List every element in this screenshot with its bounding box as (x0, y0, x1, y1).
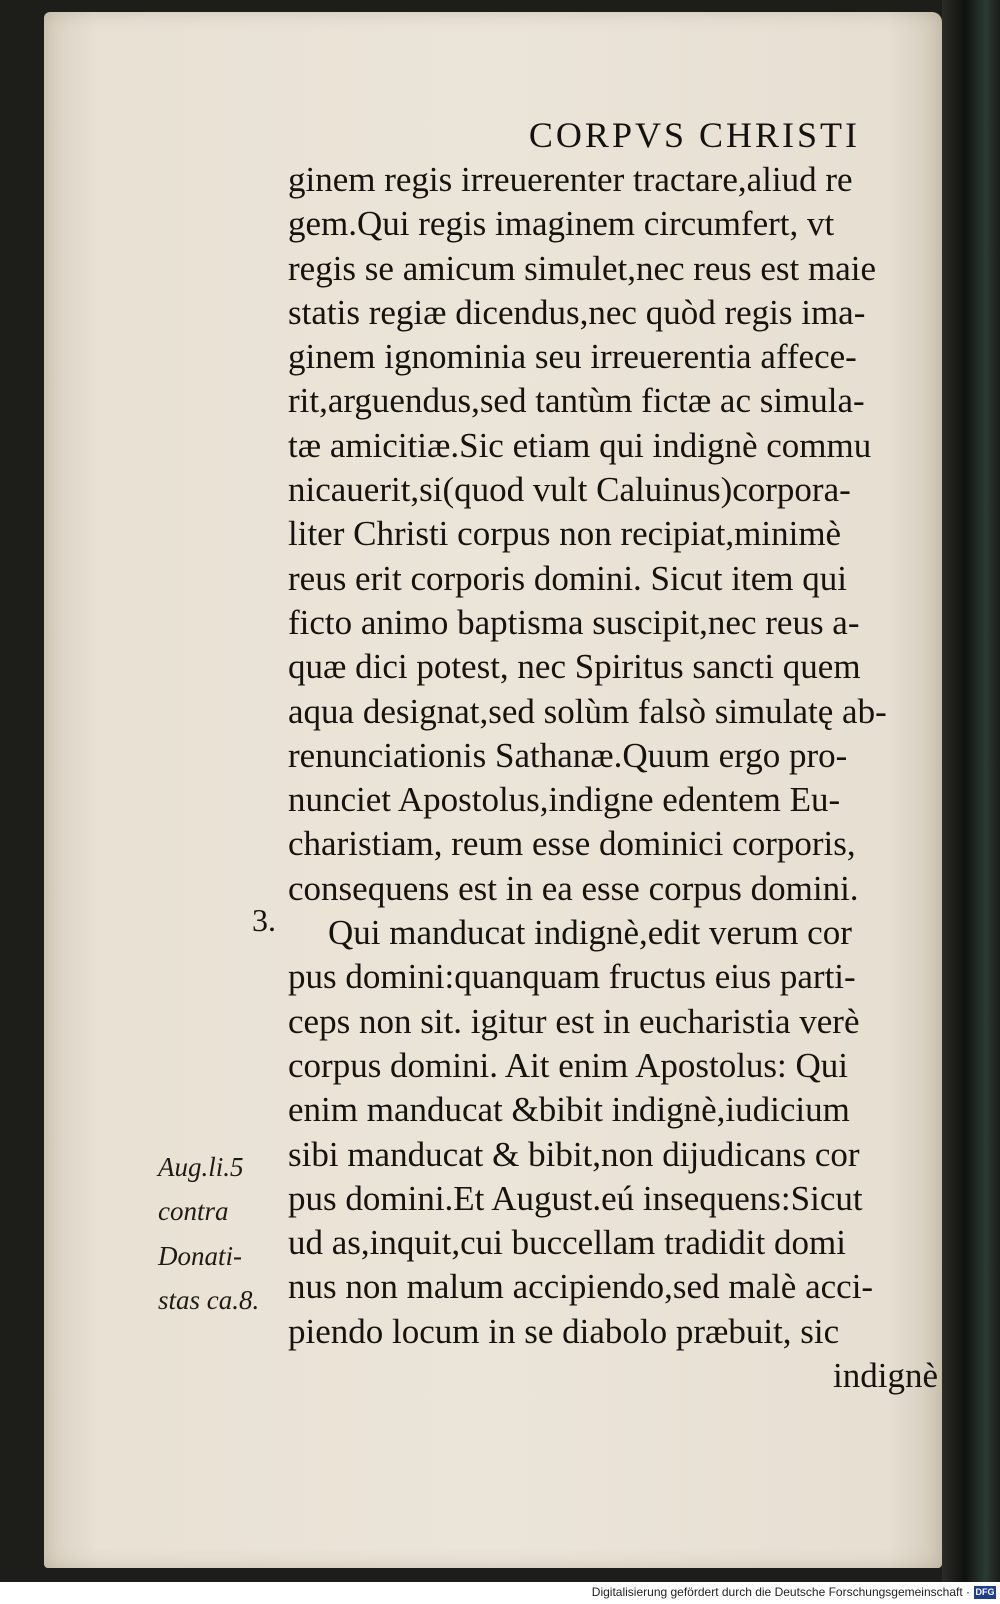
text-line: ficto animo baptisma suscipit,nec reus a- (288, 602, 860, 642)
text-line: ceps non sit. igitur est in eucharistia verè (288, 1001, 860, 1041)
footer-credit: Digitalisierung gefördert durch die Deutsche Forschungsgemeinschaft · (591, 1585, 970, 1599)
paragraph-number: 3. (252, 902, 276, 938)
text-line: ud as,inquit,cui buccellam tradidit domi (288, 1223, 846, 1263)
text-line: tæ amicitiæ.Sic etiam qui indignè commu (288, 425, 872, 465)
running-header: CORPVS CHRISTI (528, 115, 860, 155)
text-line: pus domini.Et August.eú insequens:Sicut (288, 1178, 863, 1218)
text-line: sibi manducat & bibit,non dijudicans cor (288, 1134, 860, 1174)
text-line: rit,arguendus,sed tantùm fictæ ac simula- (288, 381, 865, 421)
margin-citation-line: contra (158, 1196, 229, 1227)
text-line: regis se amicum simulet,nec reus est maie (288, 248, 877, 288)
margin-citation-line: Aug.li.5 (158, 1152, 244, 1182)
digitization-footer (0, 1582, 1000, 1604)
margin-citation (158, 1145, 286, 1322)
text-line: gem.Qui regis imaginem circumfert, vt (288, 204, 835, 244)
text-line: pus domini:quanquam fructus eius parti- (288, 957, 856, 997)
text-line: ginem regis irreuerenter tractare,aliud re (288, 160, 853, 199)
margin-citation-line: Donati- (158, 1240, 242, 1271)
text-line: nus non malum accipiendo,sed malè acci- (288, 1267, 874, 1307)
text-line: Qui manducat indignè,edit verum cor (328, 913, 852, 953)
catchword: indignè (833, 1356, 938, 1396)
margin-citation-line: stas ca.8. (158, 1284, 260, 1315)
text-line: corpus domini. Ait enim Apostolus: Qui (288, 1045, 849, 1085)
text-line: consequens est in ea esse corpus domini. (288, 868, 859, 908)
text-line: liter Christi corpus non recipiat,minimè (288, 514, 842, 554)
text-line: charistiam, reum esse dominici corporis, (288, 824, 856, 864)
text-line: aqua designat,sed solùm falsò simulatę ab- (288, 691, 887, 731)
page-body-text (288, 158, 938, 1398)
book-spine-edge (942, 0, 1000, 1582)
text-line: nicauerit,si(quod vult Caluinus)corpora- (288, 470, 851, 510)
text-line: reus erit corporis domini. Sicut item qui (288, 558, 847, 598)
text-line: ginem ignominia seu irreuerentia affece- (288, 337, 857, 377)
text-line: enim manducat &bibit indignè,iudicium (288, 1090, 850, 1130)
text-line: nunciet Apostolus,indigne edentem Eu- (288, 780, 841, 820)
dfg-logo: DFG (975, 1587, 995, 1597)
text-line: piendo locum in se diabolo præbuit, sic (288, 1311, 840, 1351)
text-line: statis regiæ dicendus,nec quòd regis ima- (288, 292, 866, 332)
text-line: renunciationis Sathanæ.Quum ergo pro- (288, 735, 848, 775)
text-line: quæ dici potest, nec Spiritus sancti quem (288, 647, 861, 687)
